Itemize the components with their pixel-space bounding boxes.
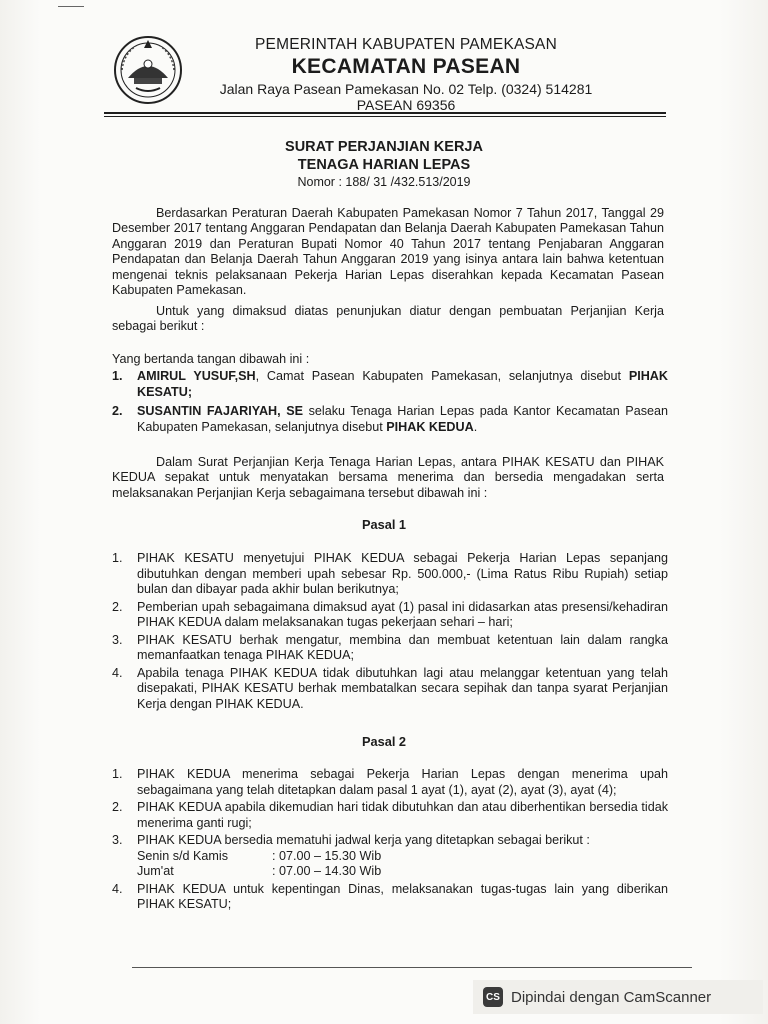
- party-name: SUSANTIN FAJARIYAH, SE: [137, 404, 304, 418]
- schedule-day: Jum'at: [137, 864, 174, 878]
- party-description: , Camat Pasean Kabupaten Pamekasan, selanjutnya disebut: [255, 369, 629, 383]
- pasal-1-heading: Pasal 1: [361, 517, 407, 532]
- document-title-line2: TENAGA HARIAN LEPAS: [297, 157, 471, 173]
- document-number: Nomor : 188/ 31 /432.513/2019: [297, 175, 471, 189]
- office-address: Jalan Raya Pasean Pamekasan No. 02 Telp. (0324) 514281: [219, 81, 593, 97]
- list-item: 1. PIHAK KEDUA menerima sebagai Pekerja Harian Lepas dengan menerima upah sebagaimana yang telah ditetapkan dalam pasal 1 ayat (1), ayat (2), ayat (3), ayat (4);: [112, 767, 668, 797]
- document-title-line1: SURAT PERJANJIAN KERJA: [285, 139, 483, 155]
- list-item: 4. PIHAK KEDUA untuk kepentingan Dinas, melaksanakan tugas-tugas lain yang diberikan PIHAK KESATU;: [112, 881, 668, 911]
- intro-paragraph: Berdasarkan Peraturan Daerah Kabupaten Pamekasan Nomor 7 Tahun 2017, Tanggal 29 Desember 2017 tentang Anggaran Pendapatan dan Belanja Daerah Kabupaten Pamekasan Tahun Anggaran 2019 dan Peraturan Bupati Nomor 40 Tahun 2017 tentang Penjabaran Anggaran Pendapatan dan Belanja Daerah Tahun Anggaran 2019 yang isinya antara lain bahwa ketentuan mengenai teknis pelaksanaan Pekerja Harian Lepas diserahkan kepada Kecamatan Pasean Kabupaten Pamekasan.: [112, 206, 664, 298]
- letterhead-rule-thick: [104, 112, 666, 114]
- purpose-paragraph: Untuk yang dimaksud diatas penunjukan diatur dengan pembuatan Perjanjian Kerja sebagai berikut :: [112, 304, 664, 334]
- footer-rule: [132, 967, 692, 968]
- camscanner-watermark: [473, 980, 763, 1014]
- letterhead: [196, 36, 616, 113]
- party-name: AMIRUL YUSUF,SH: [137, 369, 256, 383]
- list-item: 3. PIHAK KEDUA bersedia mematuhi jadwal kerja yang ditetapkan sebagai berikut : Senin s/d Kamis : 07.00 – 15.30 Wib Jum'at : 07.00 – 14.30 Wib: [112, 833, 668, 880]
- signers-intro: Yang bertanda tangan dibawah ini :: [112, 352, 310, 366]
- pasal-2-list: [112, 767, 668, 915]
- pasal-2-heading: Pasal 2: [361, 734, 407, 749]
- pasal-1-list: [112, 551, 668, 714]
- list-item: 3. PIHAK KESATU berhak mengatur, membina dan membuat ketentuan lain dalam rangka memanfaatkan tenaga PIHAK KEDUA;: [112, 632, 668, 662]
- government-name: PEMERINTAH KABUPATEN PAMEKASAN: [255, 36, 557, 53]
- schedule-row: [137, 849, 668, 865]
- agreement-paragraph: Dalam Surat Perjanjian Kerja Tenaga Harian Lepas, antara PIHAK KESATU dan PIHAK KEDUA sepakat untuk menyatakan bersama menerima dan bersedia mengadakan serta melaksanakan Perjanjian Kerja sebagaimana tersebut dibawah ini :: [112, 455, 664, 500]
- list-item: 4. Apabila tenaga PIHAK KEDUA tidak dibutuhkan lagi atau melanggar ketentuan yang telah disepakati, PIHAK KESATU berhak membatalkan secara sepihak dan tanpa syarat Perjanjian Kerja dengan PIHAK KEDUA.: [112, 665, 668, 711]
- schedule-time: : 07.00 – 14.30 Wib: [272, 864, 382, 878]
- parties-list: [112, 369, 668, 437]
- schedule-day: Senin s/d Kamis: [137, 848, 228, 863]
- postal-code: PASEAN 69356: [356, 97, 456, 113]
- party-item: 1. AMIRUL YUSUF,SH, Camat Pasean Kabupaten Pamekasan, selanjutnya disebut PIHAK KESATU;: [112, 369, 668, 399]
- list-item: 2. Pemberian upah sebagaimana dimaksud ayat (1) pasal ini didasarkan atas presensi/kehadiran PIHAK KEDUA dalam melaksanakan tugas pekerjaan sehari – hari;: [112, 599, 668, 629]
- letterhead-rule-thin: [104, 116, 666, 117]
- camscanner-icon: CS: [483, 987, 503, 1007]
- schedule-row: [137, 864, 668, 880]
- party-role: PIHAK KEDUA: [386, 419, 474, 434]
- party-item: 2. SUSANTIN FAJARIYAH, SE selaku Tenaga Harian Lepas pada Kantor Kecamatan Pasean Kabupaten Pamekasan, selanjutnya disebut PIHAK KEDUA.: [112, 404, 669, 434]
- office-name: KECAMATAN PASEAN: [291, 55, 521, 78]
- party-description: selaku Tenaga Harian Lepas pada Kantor Kecamatan Pasean Kabupaten Pamekasan, selanjutnya disebut: [137, 404, 669, 434]
- scan-corner-mark: [58, 6, 84, 7]
- schedule-time: : 07.00 – 15.30 Wib: [272, 848, 382, 863]
- camscanner-label: Dipindai dengan CamScanner: [511, 988, 712, 1006]
- list-item: 2. PIHAK KEDUA apabila dikemudian hari tidak dibutuhkan dan atau diberhentikan bersedia tidak menerima ganti rugi;: [112, 800, 668, 830]
- list-item: 1. PIHAK KESATU menyetujui PIHAK KEDUA sebagai Pekerja Harian Lepas sepanjang dibutuhkan dengan memberi upah sebesar Rp. 500.000,- (Lima Ratus Ribu Rupiah) setiap bulan dan dibayar pada akhir bulan berikutnya;: [112, 551, 668, 596]
- pamekasan-seal-logo: [112, 34, 184, 106]
- party-role: PIHAK KESATU;: [137, 369, 668, 399]
